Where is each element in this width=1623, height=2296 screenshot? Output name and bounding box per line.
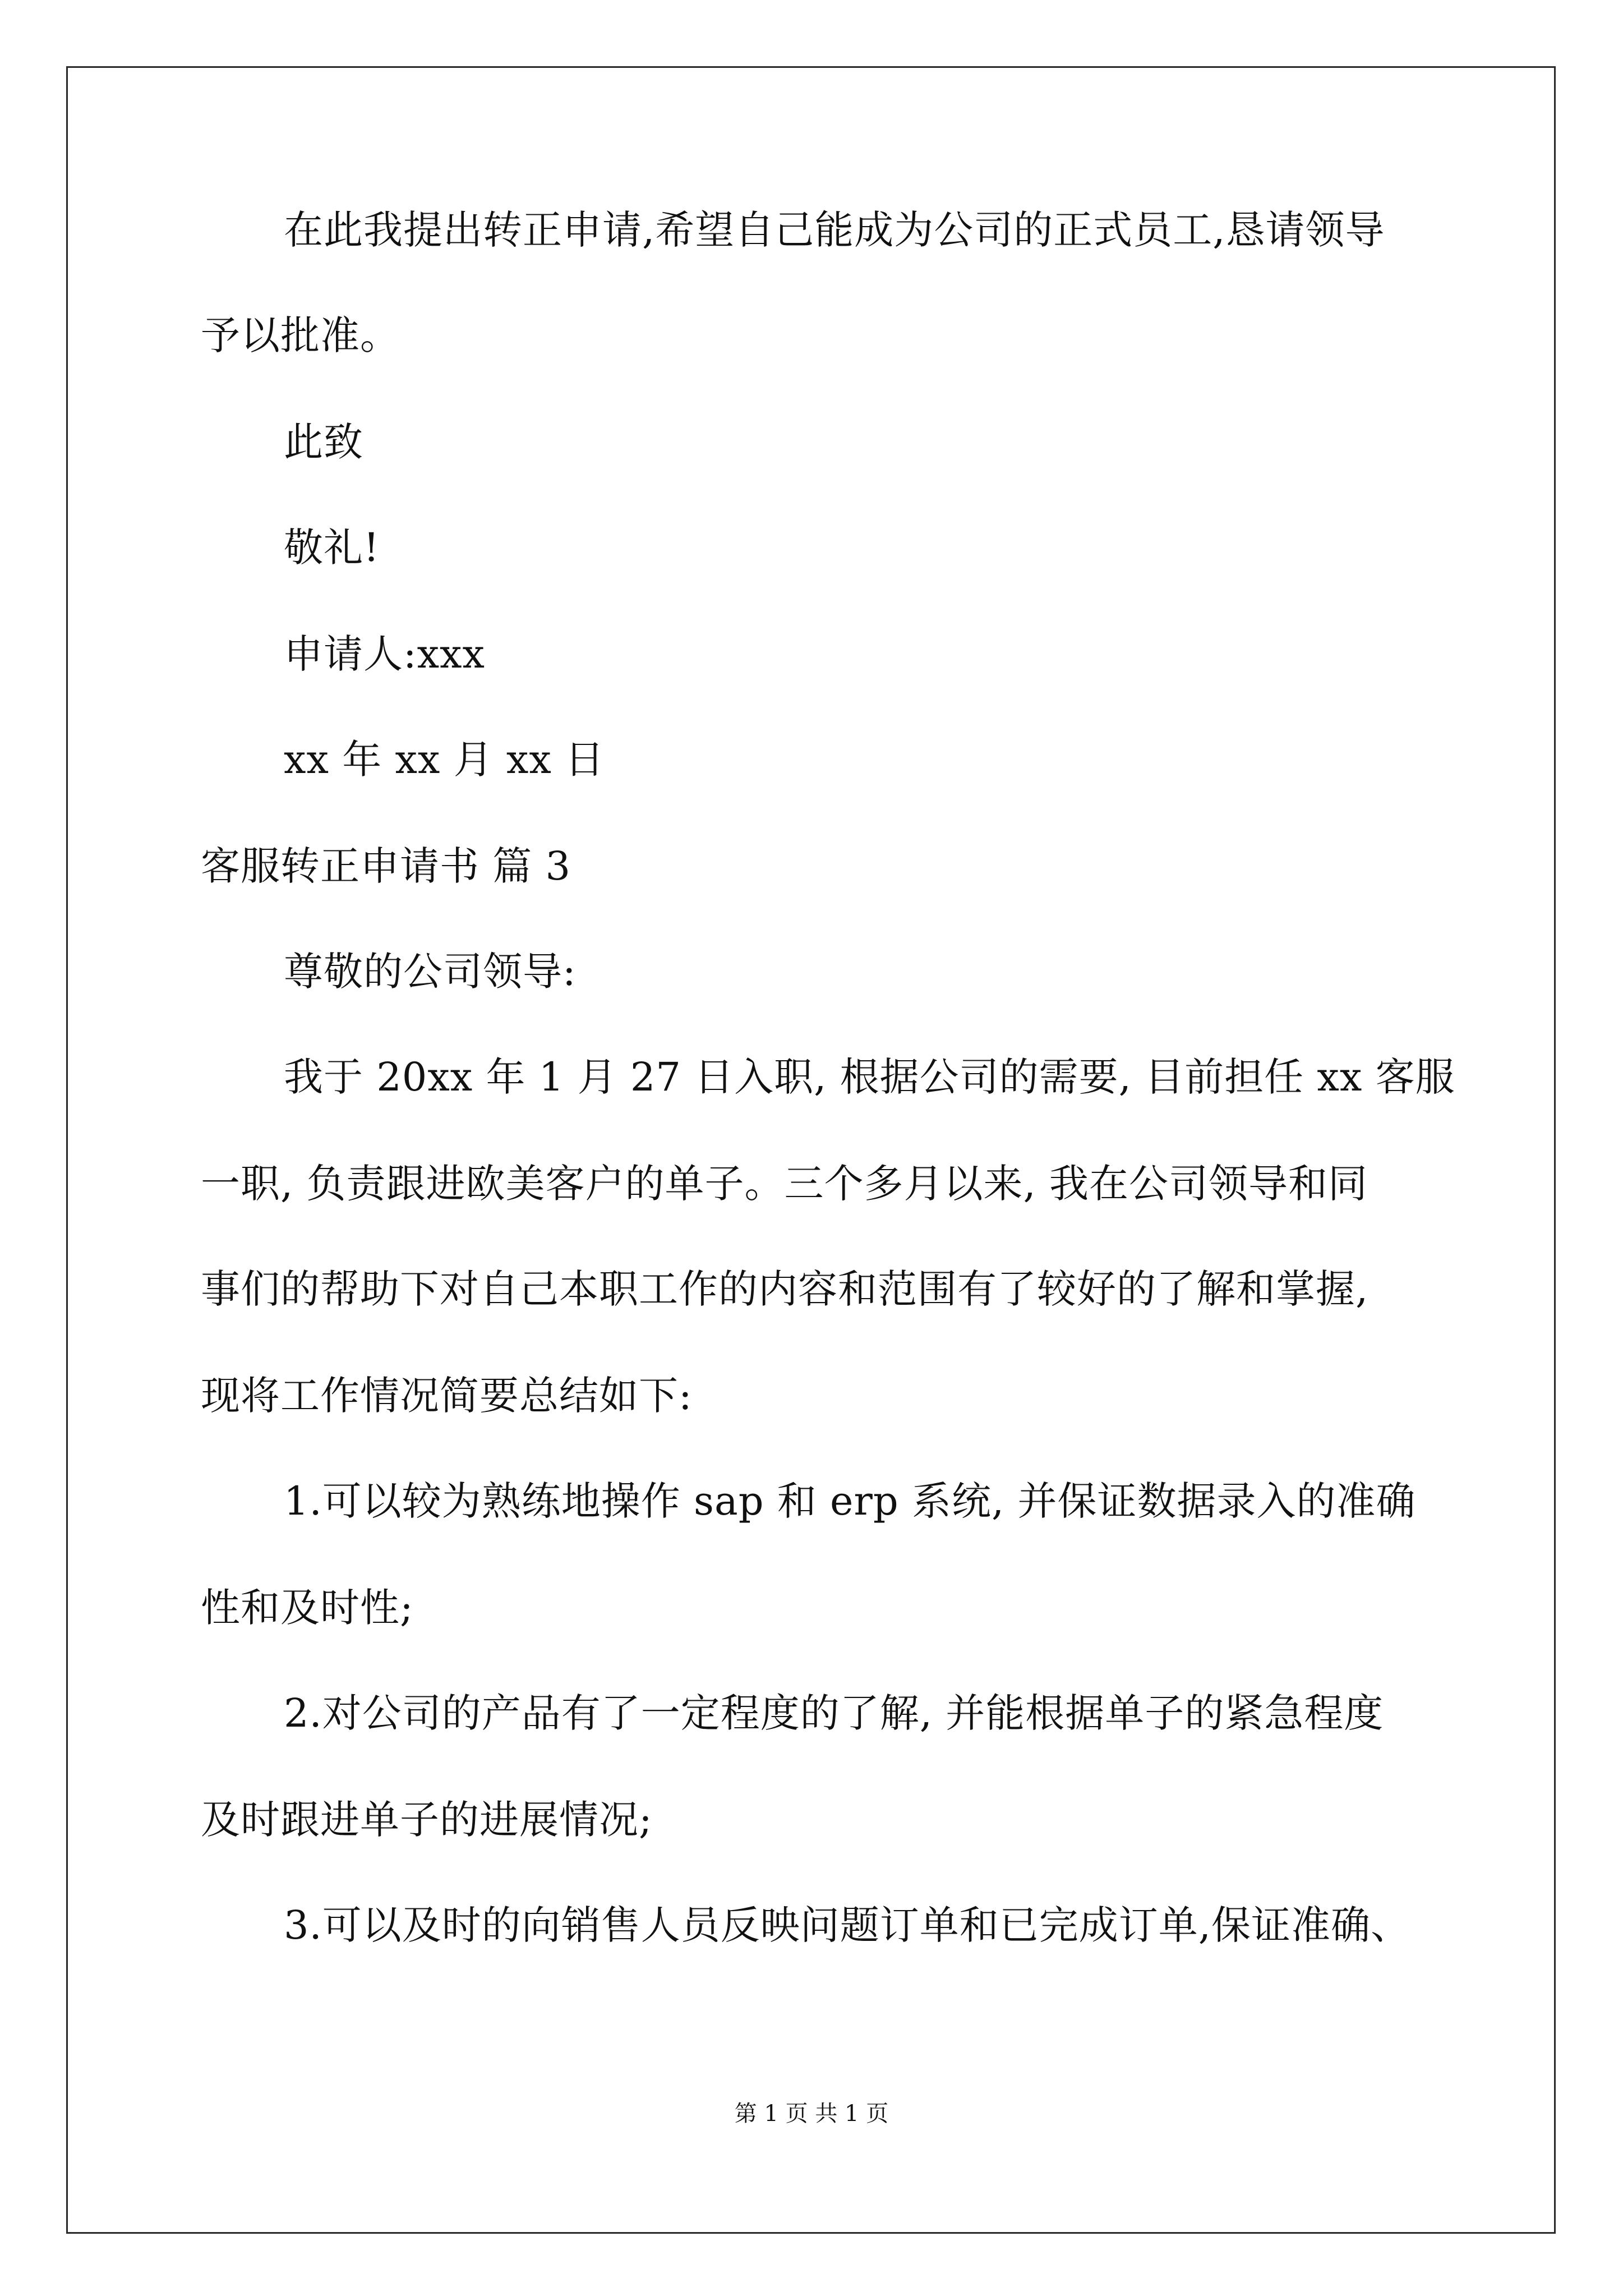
paragraph-line: 予以批准。: [201, 312, 400, 358]
section-title: 客服转正申请书 篇 3: [201, 843, 571, 889]
paragraph-line: 事们的帮助下对自己本职工作的内容和范围有了较好的了解和掌握,: [201, 1266, 1369, 1312]
list-item-line: 及时跟进单子的进展情况;: [201, 1797, 653, 1843]
paragraph-line: 我于 20xx 年 1 月 27 日入职, 根据公司的需要, 目前担任 xx 客服: [284, 1054, 1455, 1100]
paragraph-line: 现将工作情况简要总结如下:: [201, 1373, 693, 1419]
list-item-line: 3.可以及时的向销售人员反映问题订单和已完成订单,保证准确、: [284, 1902, 1411, 1948]
closing-line: 敬礼!: [284, 524, 380, 570]
applicant-line: 申请人:xxx: [284, 631, 486, 677]
paragraph-line: 在此我提出转正申请,希望自己能成为公司的正式员工,恳请领导: [284, 207, 1385, 253]
paragraph-line: 一职, 负责跟进欧美客户的单子。三个多月以来, 我在公司领导和同: [201, 1161, 1368, 1207]
page-footer: 第 1 页 共 1 页: [734, 2101, 889, 2127]
date-line: xx 年 xx 月 xx 日: [284, 737, 605, 783]
salutation-line: 尊敬的公司领导:: [284, 949, 577, 995]
list-item-line: 性和及时性;: [201, 1585, 414, 1631]
list-item-line: 2.对公司的产品有了一定程度的了解, 并能根据单子的紧急程度: [284, 1690, 1384, 1736]
closing-line: 此致: [284, 419, 363, 465]
list-item-line: 1.可以较为熟练地操作 sap 和 erp 系统, 并保证数据录入的准确: [284, 1478, 1416, 1524]
